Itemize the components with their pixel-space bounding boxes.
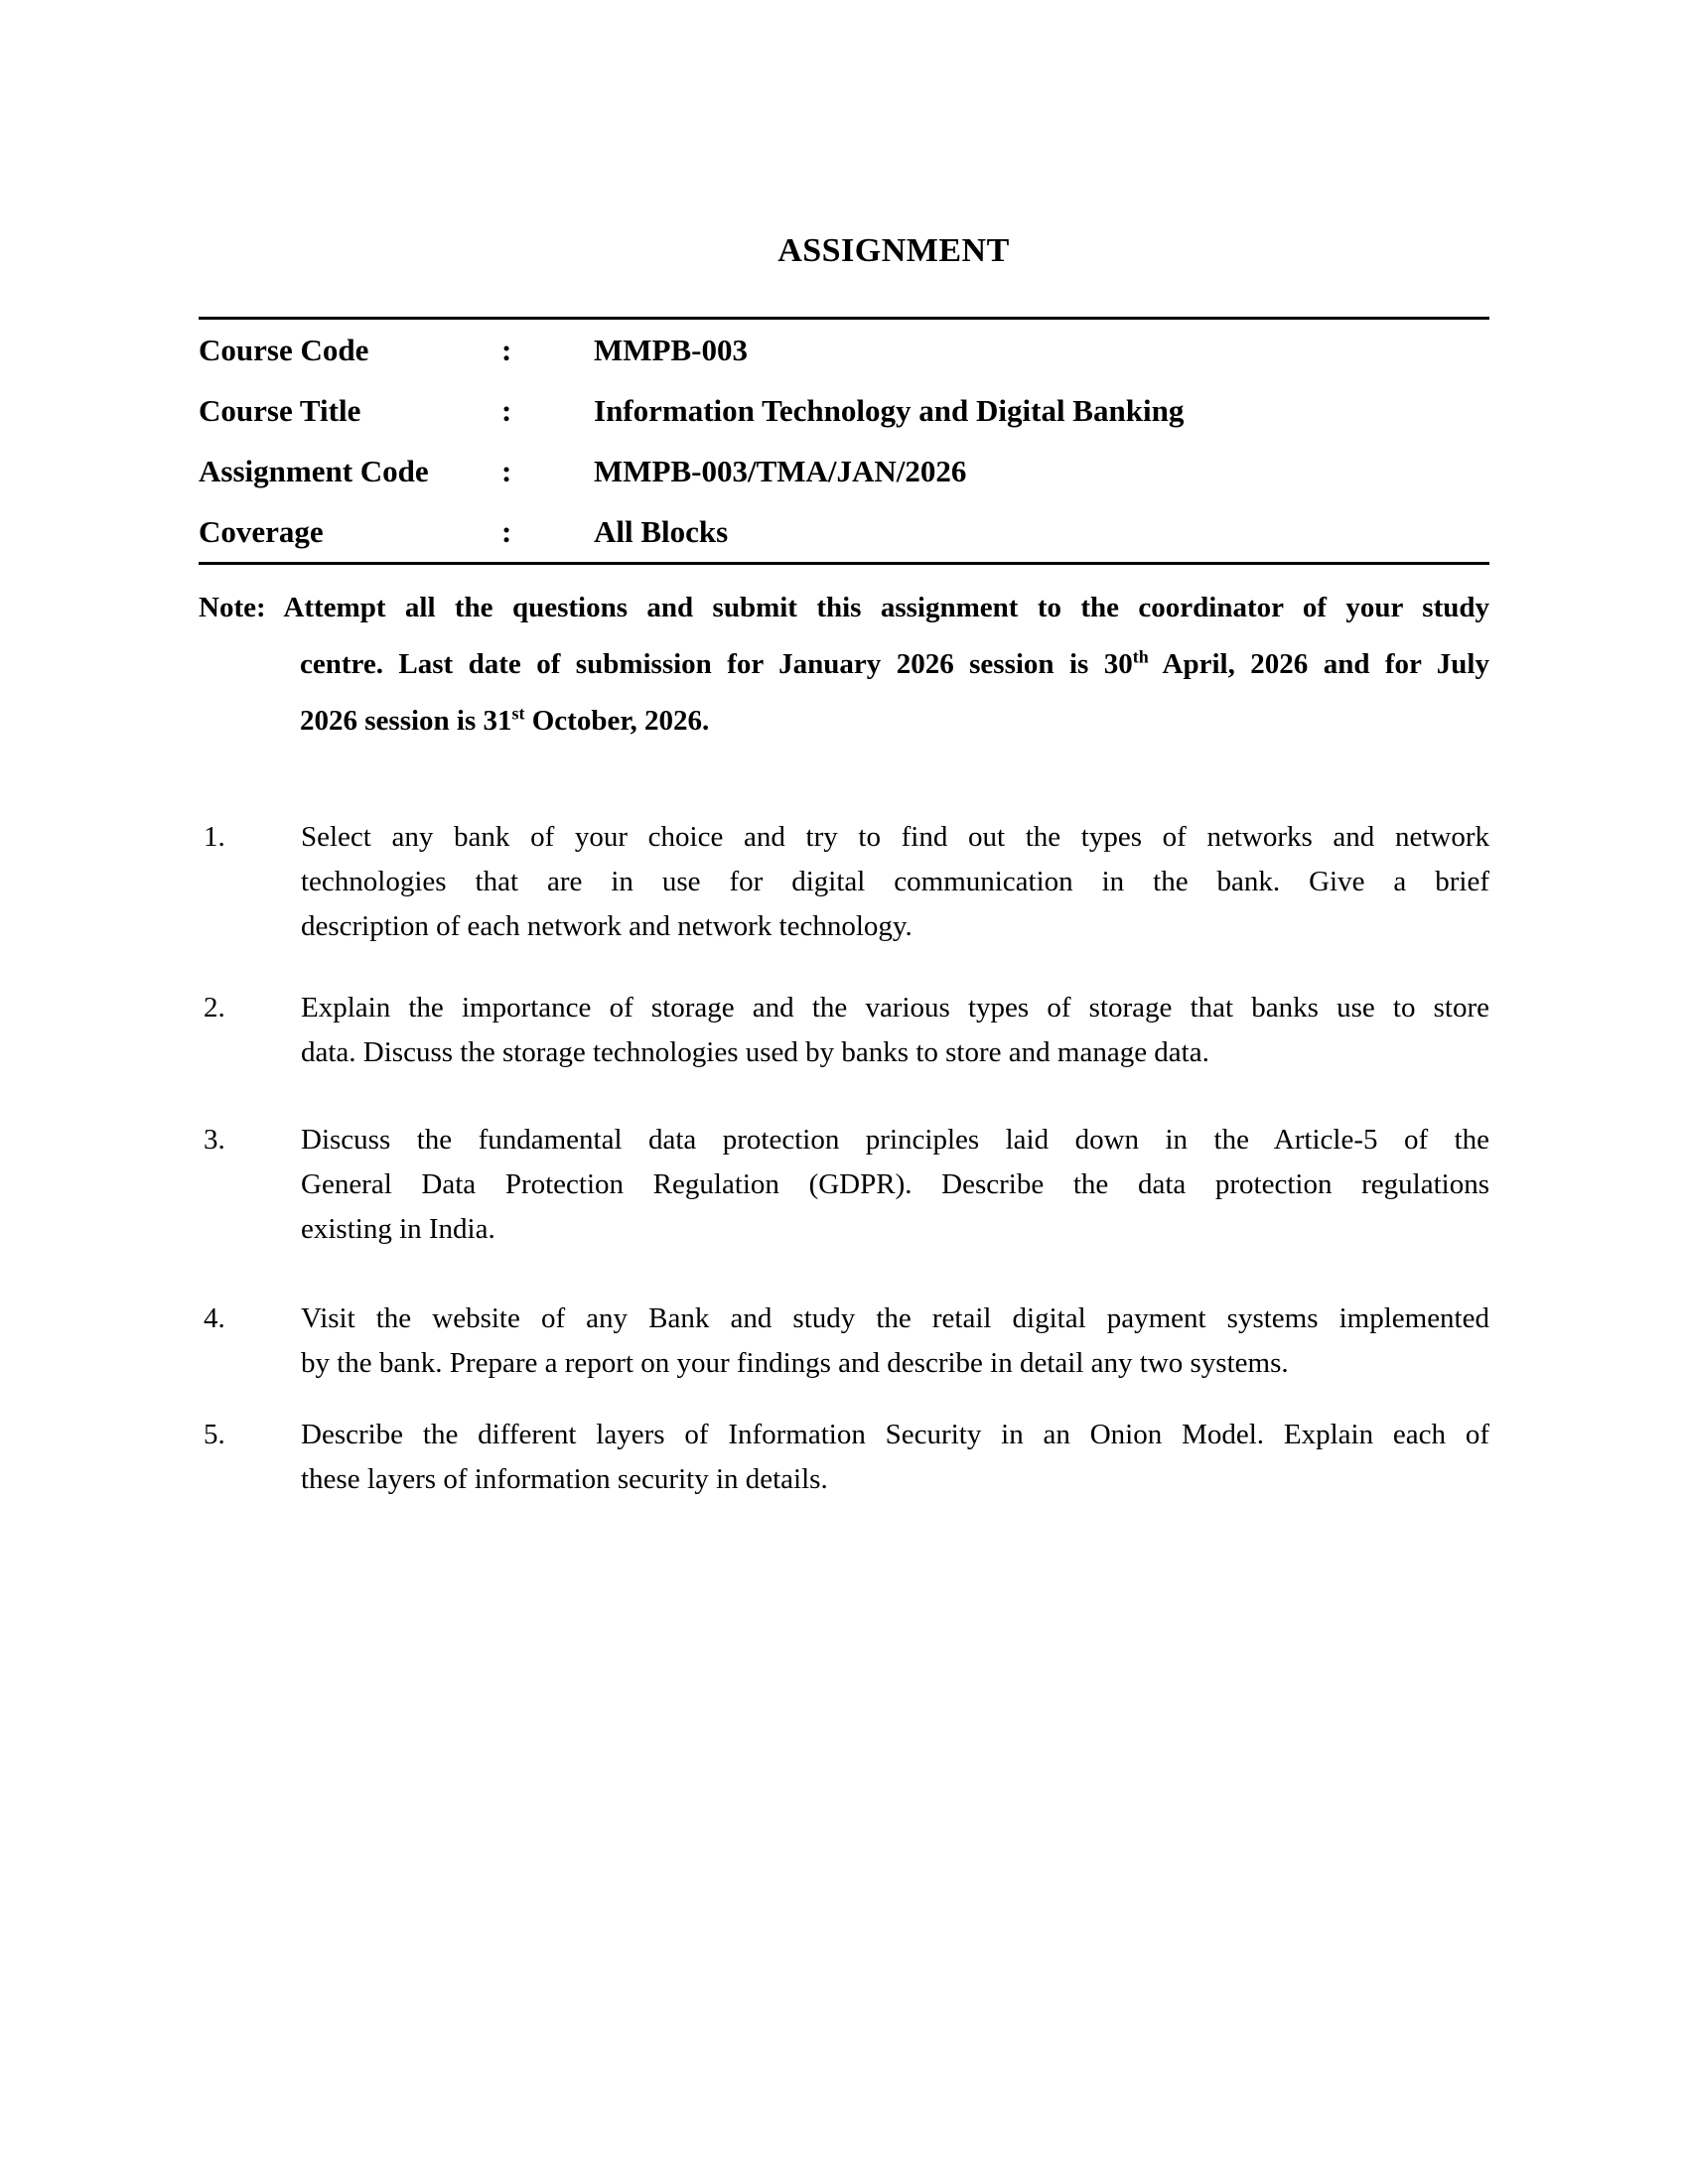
info-table [199,317,1489,565]
question-line: Explain the importance of storage and the various types of storage that banks use to store [301,992,1489,1024]
row-colon: : [501,454,512,488]
note-text: centre. Last date of submission for January 2026 session is 30 [300,648,1133,680]
superscript: th [1132,646,1149,667]
question-line: data. Discuss the storage technologies used by banks to store and manage data. [301,1036,1209,1068]
question-text [301,1413,1489,1502]
question-text [301,815,1489,949]
row-colon: : [501,333,512,367]
row-value: Information Technology and Digital Banking [594,393,1185,428]
table-row [199,380,1489,441]
row-label: Assignment Code [199,454,429,488]
row-label: Coverage [199,514,324,549]
table-row [199,320,1489,380]
question-line: General Data Protection Regulation (GDPR). Describe the data protection regulations [301,1168,1489,1200]
table-row [199,501,1489,562]
table-row [199,441,1489,501]
question-number: 1. [204,821,225,853]
question-line: by the bank. Prepare a report on your findings and describe in detail any two systems. [301,1347,1289,1379]
row-label: Course Title [199,393,361,428]
question-line: technologies that are in use for digital communication in the bank. Give a brief [301,866,1489,897]
question-text [301,986,1489,1075]
note-text: April, 2026 and for July [1148,648,1489,680]
superscript: st [511,703,525,724]
question-item [199,1413,1489,1502]
note-line [199,693,1489,750]
row-value: MMPB-003 [594,333,748,367]
row-value: MMPB-003/TMA/JAN/2026 [594,454,967,488]
row-colon: : [501,514,512,549]
note-paragraph [199,580,1489,750]
note-line [199,636,1489,693]
question-line: Select any bank of your choice and try to find out the types of networks and network [301,821,1489,853]
question-line: Visit the website of any Bank and study the retail digital payment systems implemented [301,1302,1489,1334]
page-title: ASSIGNMENT [777,232,1010,269]
question-number: 2. [204,992,225,1024]
row-colon: : [501,393,512,428]
question-number: 4. [204,1302,225,1334]
question-item [199,986,1489,1075]
question-item [199,815,1489,949]
question-item [199,1118,1489,1252]
question-number: 3. [204,1124,225,1156]
question-text [301,1118,1489,1252]
question-number: 5. [204,1419,225,1450]
question-line: these layers of information security in details. [301,1463,828,1495]
question-line: Discuss the fundamental data protection principles laid down in the Article-5 of the [301,1124,1489,1156]
note-text: 2026 session is 31 [300,705,512,737]
question-item [199,1297,1489,1386]
document-content [199,229,1489,1502]
note-text: October, 2026. [524,705,710,737]
question-line: description of each network and network technology. [301,910,913,942]
questions-list [199,815,1489,1502]
row-value: All Blocks [594,514,729,549]
question-text [301,1297,1489,1386]
row-label: Course Code [199,333,369,367]
note-text: Note: Attempt all the questions and submit this assignment to the coordinator of your study [199,592,1489,623]
question-line: existing in India. [301,1213,495,1245]
note-line [199,580,1489,636]
question-line: Describe the different layers of Information Security in an Onion Model. Explain each of [301,1419,1489,1450]
